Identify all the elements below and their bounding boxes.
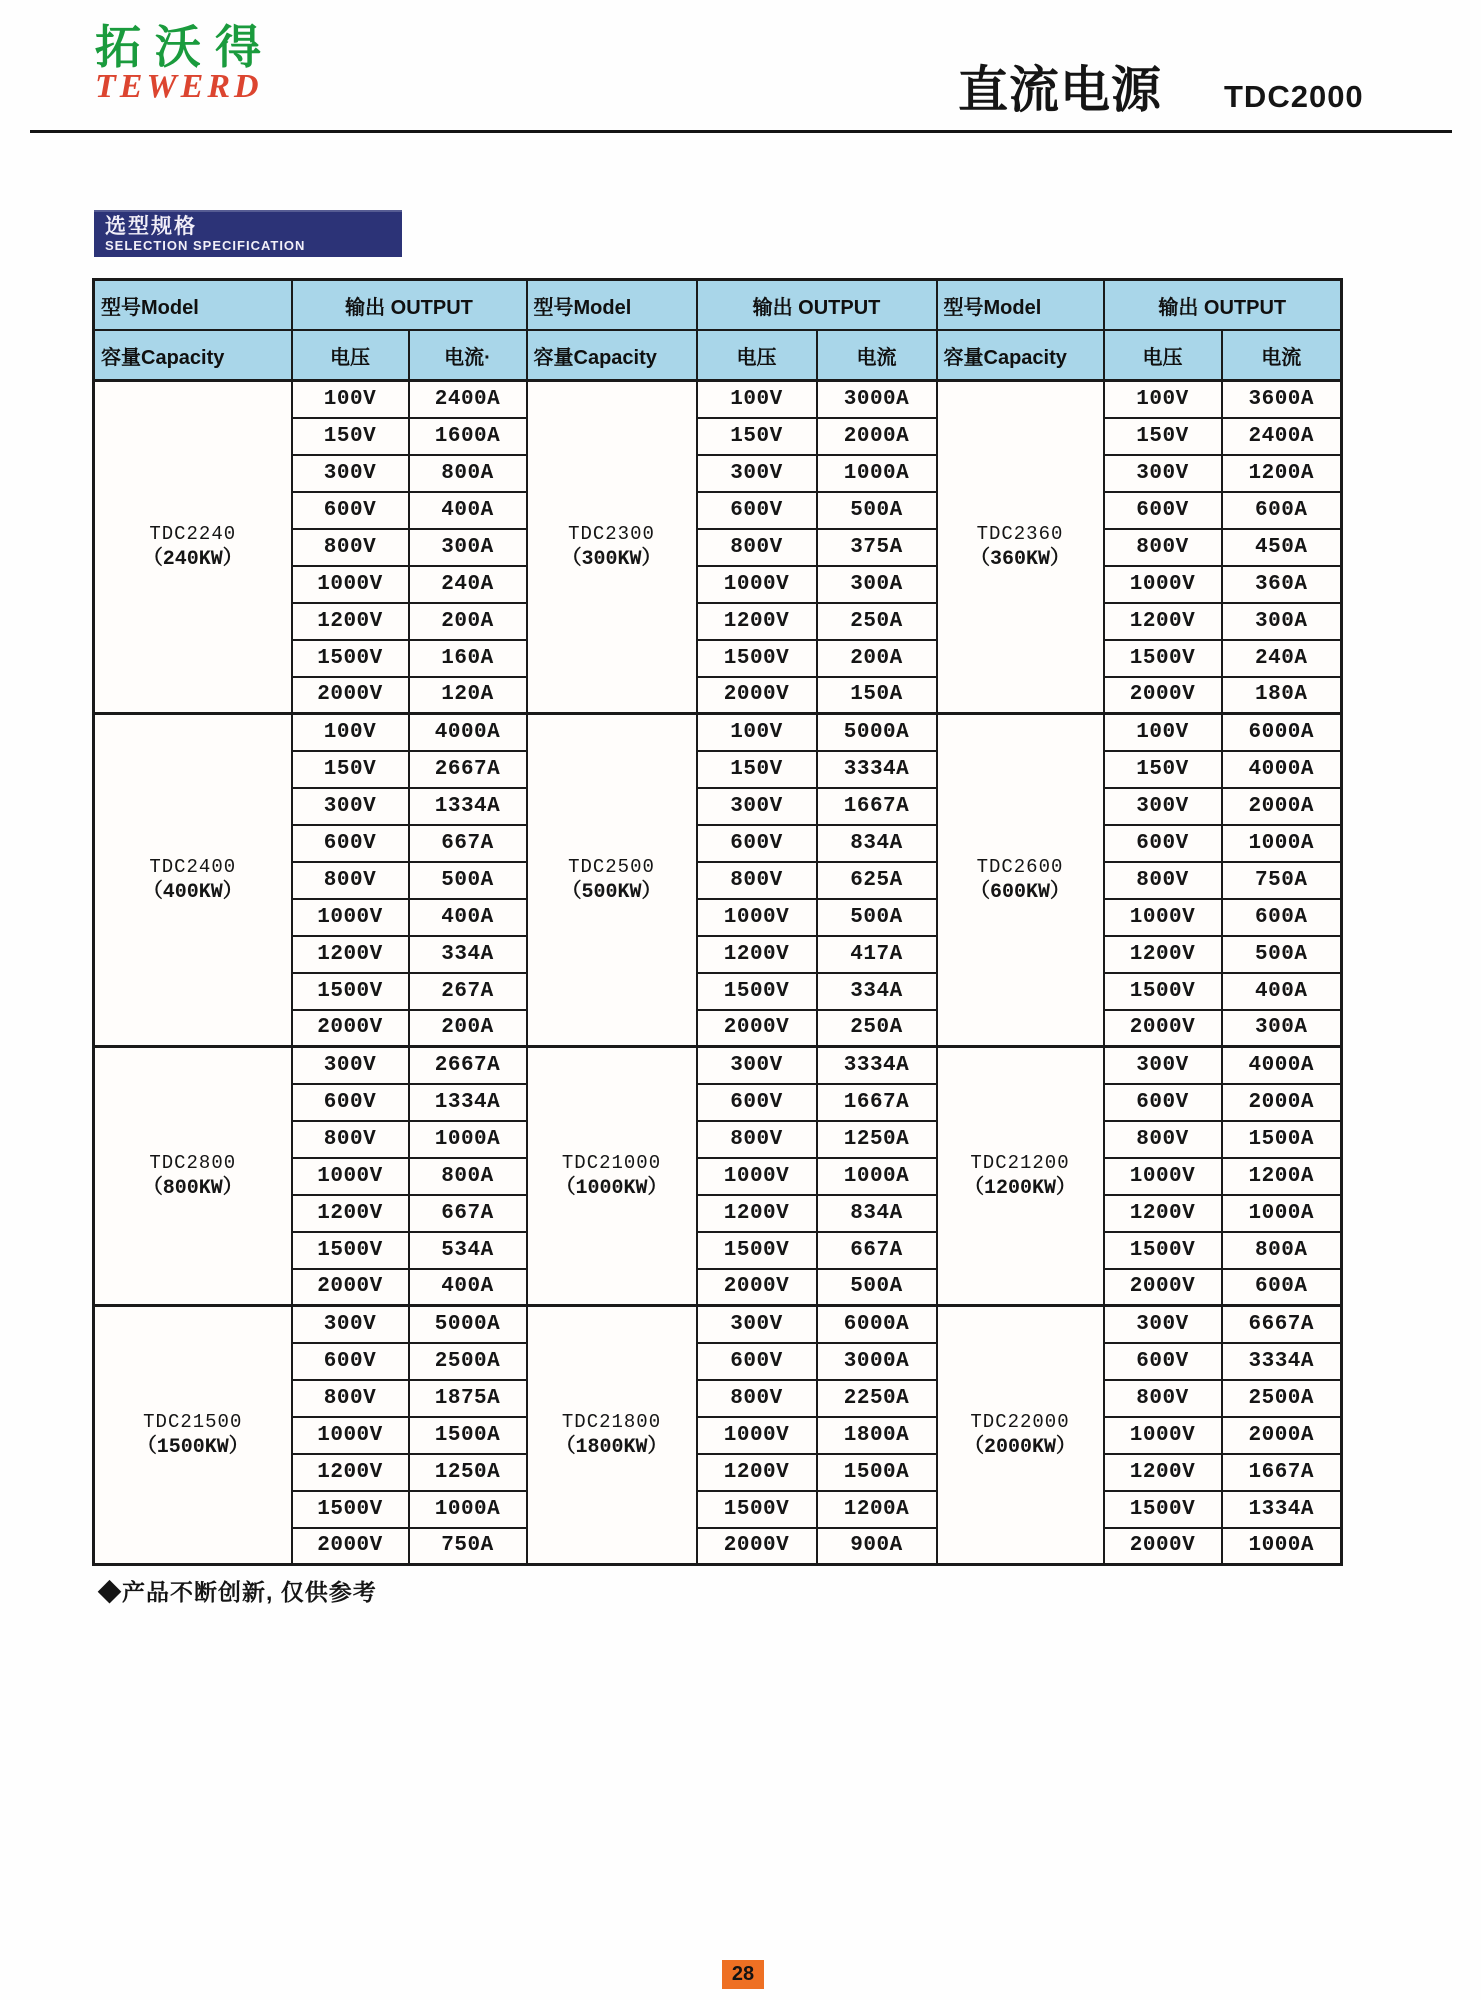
current-value: 1500A	[1222, 1121, 1342, 1158]
voltage-value: 800V	[1104, 529, 1222, 566]
voltage-value: 600V	[697, 1084, 817, 1121]
voltage-value: 2000V	[1104, 1528, 1222, 1565]
current-value: 500A	[1222, 936, 1342, 973]
current-value: 6000A	[1222, 714, 1342, 751]
model-name: TDC2800	[149, 1152, 237, 1174]
current-value: 2500A	[1222, 1380, 1342, 1417]
current-value: 200A	[409, 1010, 527, 1047]
model-name: TDC2360	[976, 523, 1064, 545]
voltage-value: 150V	[1104, 418, 1222, 455]
voltage-value: 1500V	[1104, 1491, 1222, 1528]
voltage-value: 2000V	[697, 1010, 817, 1047]
voltage-value: 1500V	[1104, 973, 1222, 1010]
current-value: 834A	[817, 825, 937, 862]
voltage-value: 1500V	[292, 640, 409, 677]
current-value: 6667A	[1222, 1306, 1342, 1343]
voltage-value: 1000V	[292, 1417, 409, 1454]
voltage-value: 2000V	[697, 1528, 817, 1565]
capacity-header: 容量Capacity	[937, 330, 1104, 381]
model-capacity: （500KW）	[561, 881, 662, 904]
voltage-value: 2000V	[697, 677, 817, 714]
voltage-value: 2000V	[292, 1010, 409, 1047]
voltage-value: 150V	[292, 418, 409, 455]
current-value: 500A	[817, 899, 937, 936]
current-value: 1667A	[817, 1084, 937, 1121]
model-cell	[94, 1047, 292, 1306]
current-value: 450A	[1222, 529, 1342, 566]
voltage-value: 1000V	[697, 1417, 817, 1454]
current-value: 667A	[409, 1195, 527, 1232]
model-name: TDC2400	[149, 856, 237, 878]
voltage-value: 600V	[292, 825, 409, 862]
current-value: 800A	[409, 1158, 527, 1195]
current-value: 4000A	[1222, 751, 1342, 788]
voltage-value: 600V	[697, 1343, 817, 1380]
current-value: 1000A	[817, 1158, 937, 1195]
current-value: 120A	[409, 677, 527, 714]
current-value: 800A	[1222, 1232, 1342, 1269]
model-cell	[527, 714, 697, 1047]
current-value: 3000A	[817, 381, 937, 418]
voltage-value: 600V	[697, 825, 817, 862]
voltage-value: 1200V	[1104, 603, 1222, 640]
section-title-en: SELECTION SPECIFICATION	[105, 238, 306, 253]
voltage-value: 800V	[292, 529, 409, 566]
voltage-value: 800V	[1104, 1121, 1222, 1158]
voltage-value: 150V	[697, 751, 817, 788]
current-value: 1000A	[409, 1121, 527, 1158]
current-value: 3600A	[1222, 381, 1342, 418]
current-value: 750A	[1222, 862, 1342, 899]
current-value: 3334A	[817, 751, 937, 788]
voltage-value: 1200V	[1104, 1195, 1222, 1232]
current-value: 1667A	[817, 788, 937, 825]
current-value: 250A	[817, 603, 937, 640]
model-cell	[937, 1047, 1104, 1306]
voltage-value: 2000V	[1104, 677, 1222, 714]
model-cell	[94, 714, 292, 1047]
current-value: 1250A	[409, 1454, 527, 1491]
current-value: 1000A	[409, 1491, 527, 1528]
current-value: 1875A	[409, 1380, 527, 1417]
current-value: 1250A	[817, 1121, 937, 1158]
voltage-header: 电压	[697, 330, 817, 381]
output-header: 输出 OUTPUT	[292, 280, 527, 331]
current-header: 电流	[1222, 330, 1342, 381]
voltage-value: 100V	[292, 714, 409, 751]
current-value: 417A	[817, 936, 937, 973]
voltage-value: 2000V	[1104, 1269, 1222, 1306]
current-value: 667A	[409, 825, 527, 862]
voltage-value: 1200V	[697, 1454, 817, 1491]
voltage-value: 1200V	[1104, 936, 1222, 973]
model-cell	[94, 1306, 292, 1565]
current-value: 1334A	[1222, 1491, 1342, 1528]
voltage-value: 600V	[1104, 492, 1222, 529]
model-cell	[527, 1047, 697, 1306]
voltage-value: 1200V	[292, 936, 409, 973]
voltage-value: 150V	[292, 751, 409, 788]
model-name: TDC2300	[568, 523, 655, 545]
model-capacity: （240KW）	[142, 548, 243, 571]
voltage-value: 100V	[697, 381, 817, 418]
current-value: 267A	[409, 973, 527, 1010]
voltage-value: 1000V	[292, 899, 409, 936]
model-header: 型号Model	[527, 280, 697, 331]
current-value: 1334A	[409, 1084, 527, 1121]
current-value: 534A	[409, 1232, 527, 1269]
current-value: 1600A	[409, 418, 527, 455]
current-value: 334A	[817, 973, 937, 1010]
current-value: 360A	[1222, 566, 1342, 603]
voltage-value: 300V	[697, 1047, 817, 1084]
current-value: 2400A	[409, 381, 527, 418]
voltage-value: 1000V	[697, 1158, 817, 1195]
voltage-value: 300V	[1104, 455, 1222, 492]
table-header-row-1	[94, 280, 1342, 331]
model-name: TDC2500	[568, 856, 655, 878]
current-value: 2000A	[1222, 788, 1342, 825]
capacity-header: 容量Capacity	[527, 330, 697, 381]
voltage-value: 300V	[1104, 1306, 1222, 1343]
voltage-value: 1200V	[697, 1195, 817, 1232]
voltage-value: 1200V	[292, 1454, 409, 1491]
model-capacity: （1800KW）	[555, 1436, 668, 1459]
voltage-value: 1000V	[292, 1158, 409, 1195]
table-row	[94, 381, 1342, 418]
current-value: 5000A	[817, 714, 937, 751]
voltage-value: 1000V	[292, 566, 409, 603]
current-value: 375A	[817, 529, 937, 566]
voltage-value: 300V	[292, 1306, 409, 1343]
model-cell	[527, 1306, 697, 1565]
voltage-value: 1500V	[1104, 1232, 1222, 1269]
page-number: 28	[722, 1960, 764, 1989]
current-value: 1000A	[817, 455, 937, 492]
series-model-label: TDC2000	[1224, 79, 1364, 114]
current-header: 电流	[817, 330, 937, 381]
document-header	[958, 64, 1364, 116]
voltage-value: 2000V	[292, 677, 409, 714]
voltage-value: 100V	[1104, 381, 1222, 418]
current-value: 200A	[817, 640, 937, 677]
voltage-value: 100V	[1104, 714, 1222, 751]
model-capacity: （300KW）	[561, 548, 662, 571]
voltage-value: 300V	[697, 788, 817, 825]
voltage-value: 1000V	[1104, 899, 1222, 936]
current-value: 6000A	[817, 1306, 937, 1343]
capacity-header: 容量Capacity	[94, 330, 292, 381]
model-name: TDC2600	[976, 856, 1064, 878]
current-value: 500A	[817, 1269, 937, 1306]
model-cell	[94, 381, 292, 714]
current-value: 625A	[817, 862, 937, 899]
voltage-value: 1500V	[697, 1491, 817, 1528]
current-value: 2667A	[409, 751, 527, 788]
model-capacity: （2000KW）	[963, 1436, 1076, 1459]
current-value: 400A	[409, 1269, 527, 1306]
section-title-cn: 选型规格	[105, 215, 197, 238]
current-value: 667A	[817, 1232, 937, 1269]
model-capacity: （1000KW）	[555, 1177, 668, 1200]
current-value: 1800A	[817, 1417, 937, 1454]
current-value: 300A	[1222, 603, 1342, 640]
current-value: 500A	[817, 492, 937, 529]
voltage-value: 150V	[1104, 751, 1222, 788]
voltage-value: 1500V	[697, 973, 817, 1010]
table-header-row-2	[94, 330, 1342, 381]
voltage-value: 800V	[292, 862, 409, 899]
voltage-value: 300V	[697, 1306, 817, 1343]
current-value: 300A	[817, 566, 937, 603]
current-value: 300A	[1222, 1010, 1342, 1047]
current-value: 400A	[1222, 973, 1342, 1010]
voltage-value: 1200V	[292, 1195, 409, 1232]
current-value: 250A	[817, 1010, 937, 1047]
voltage-value: 300V	[697, 455, 817, 492]
model-header: 型号Model	[937, 280, 1104, 331]
model-cell	[527, 381, 697, 714]
current-value: 240A	[409, 566, 527, 603]
current-value: 600A	[1222, 1269, 1342, 1306]
current-value: 160A	[409, 640, 527, 677]
voltage-value: 1500V	[292, 973, 409, 1010]
current-value: 200A	[409, 603, 527, 640]
voltage-value: 1200V	[697, 603, 817, 640]
model-header: 型号Model	[94, 280, 292, 331]
current-value: 834A	[817, 1195, 937, 1232]
model-name: TDC2240	[149, 523, 237, 545]
current-value: 1200A	[1222, 455, 1342, 492]
voltage-value: 600V	[292, 1343, 409, 1380]
current-value: 334A	[409, 936, 527, 973]
voltage-value: 1200V	[292, 603, 409, 640]
voltage-header: 电压	[292, 330, 409, 381]
voltage-value: 300V	[292, 455, 409, 492]
voltage-value: 800V	[292, 1380, 409, 1417]
current-value: 1334A	[409, 788, 527, 825]
voltage-value: 600V	[292, 1084, 409, 1121]
current-value: 150A	[817, 677, 937, 714]
voltage-value: 2000V	[292, 1269, 409, 1306]
model-capacity: （400KW）	[142, 881, 243, 904]
voltage-value: 1500V	[697, 1232, 817, 1269]
current-value: 600A	[1222, 492, 1342, 529]
current-value: 2000A	[1222, 1084, 1342, 1121]
voltage-value: 2000V	[292, 1528, 409, 1565]
voltage-value: 800V	[697, 1121, 817, 1158]
model-name: TDC22000	[970, 1411, 1070, 1433]
voltage-value: 1000V	[1104, 566, 1222, 603]
voltage-value: 1500V	[1104, 640, 1222, 677]
model-capacity: （1500KW）	[136, 1436, 249, 1459]
model-name: TDC21200	[970, 1152, 1070, 1174]
voltage-value: 800V	[697, 862, 817, 899]
output-header: 输出 OUTPUT	[697, 280, 937, 331]
current-value: 4000A	[409, 714, 527, 751]
voltage-value: 300V	[292, 1047, 409, 1084]
voltage-value: 1200V	[697, 936, 817, 973]
table-row	[94, 1306, 1342, 1343]
current-value: 900A	[817, 1528, 937, 1565]
current-value: 1667A	[1222, 1454, 1342, 1491]
current-value: 2250A	[817, 1380, 937, 1417]
current-value: 2500A	[409, 1343, 527, 1380]
model-capacity: （1200KW）	[963, 1177, 1076, 1200]
voltage-value: 1500V	[697, 640, 817, 677]
model-cell	[937, 714, 1104, 1047]
voltage-value: 1500V	[292, 1491, 409, 1528]
current-value: 2000A	[817, 418, 937, 455]
output-header: 输出 OUTPUT	[1104, 280, 1342, 331]
table-row	[94, 714, 1342, 751]
model-name: TDC21800	[561, 1411, 662, 1433]
current-value: 1500A	[817, 1454, 937, 1491]
voltage-value: 800V	[1104, 1380, 1222, 1417]
voltage-value: 300V	[1104, 1047, 1222, 1084]
voltage-value: 2000V	[1104, 1010, 1222, 1047]
model-capacity: （800KW）	[142, 1177, 243, 1200]
current-value: 3000A	[817, 1343, 937, 1380]
current-value: 2400A	[1222, 418, 1342, 455]
voltage-value: 600V	[697, 492, 817, 529]
voltage-value: 600V	[1104, 1343, 1222, 1380]
brand-logo	[95, 22, 275, 104]
current-value: 1000A	[1222, 1195, 1342, 1232]
current-value: 180A	[1222, 677, 1342, 714]
voltage-header: 电压	[1104, 330, 1222, 381]
voltage-value: 100V	[292, 381, 409, 418]
model-cell	[937, 1306, 1104, 1565]
model-capacity: （600KW）	[969, 881, 1070, 904]
voltage-value: 300V	[1104, 788, 1222, 825]
current-value: 3334A	[817, 1047, 937, 1084]
current-value: 400A	[409, 492, 527, 529]
voltage-value: 600V	[1104, 1084, 1222, 1121]
current-value: 2667A	[409, 1047, 527, 1084]
model-name: TDC21000	[561, 1152, 662, 1174]
current-value: 600A	[1222, 899, 1342, 936]
current-value: 1500A	[409, 1417, 527, 1454]
brand-logo-english: TEWERD	[95, 68, 263, 105]
current-value: 2000A	[1222, 1417, 1342, 1454]
section-badge	[94, 210, 402, 257]
model-cell	[937, 381, 1104, 714]
voltage-value: 1000V	[1104, 1417, 1222, 1454]
table-row	[94, 1047, 1342, 1084]
header-divider	[30, 130, 1452, 133]
voltage-value: 800V	[697, 1380, 817, 1417]
voltage-value: 1000V	[697, 566, 817, 603]
brand-logo-chinese: 拓沃得	[95, 21, 275, 73]
current-value: 1200A	[1222, 1158, 1342, 1195]
voltage-value: 600V	[292, 492, 409, 529]
voltage-value: 2000V	[697, 1269, 817, 1306]
voltage-value: 300V	[292, 788, 409, 825]
current-value: 800A	[409, 455, 527, 492]
selection-specification-table	[92, 278, 1343, 1566]
voltage-value: 1500V	[292, 1232, 409, 1269]
current-value: 4000A	[1222, 1047, 1342, 1084]
current-value: 3334A	[1222, 1343, 1342, 1380]
current-value: 240A	[1222, 640, 1342, 677]
current-header: 电流·	[409, 330, 527, 381]
voltage-value: 1000V	[697, 899, 817, 936]
current-value: 1000A	[1222, 1528, 1342, 1565]
current-value: 400A	[409, 899, 527, 936]
model-capacity: （360KW）	[969, 548, 1070, 571]
voltage-value: 100V	[697, 714, 817, 751]
voltage-value: 600V	[1104, 825, 1222, 862]
current-value: 750A	[409, 1528, 527, 1565]
voltage-value: 1000V	[1104, 1158, 1222, 1195]
voltage-value: 800V	[697, 529, 817, 566]
current-value: 1000A	[1222, 825, 1342, 862]
current-value: 500A	[409, 862, 527, 899]
voltage-value: 1200V	[1104, 1454, 1222, 1491]
current-value: 1200A	[817, 1491, 937, 1528]
page-title: 直流电源	[958, 62, 1162, 118]
current-value: 300A	[409, 529, 527, 566]
voltage-value: 150V	[697, 418, 817, 455]
current-value: 5000A	[409, 1306, 527, 1343]
voltage-value: 800V	[292, 1121, 409, 1158]
footer-note: ◆产品不断创新, 仅供参考	[98, 1579, 377, 1605]
voltage-value: 800V	[1104, 862, 1222, 899]
model-name: TDC21500	[143, 1411, 243, 1433]
